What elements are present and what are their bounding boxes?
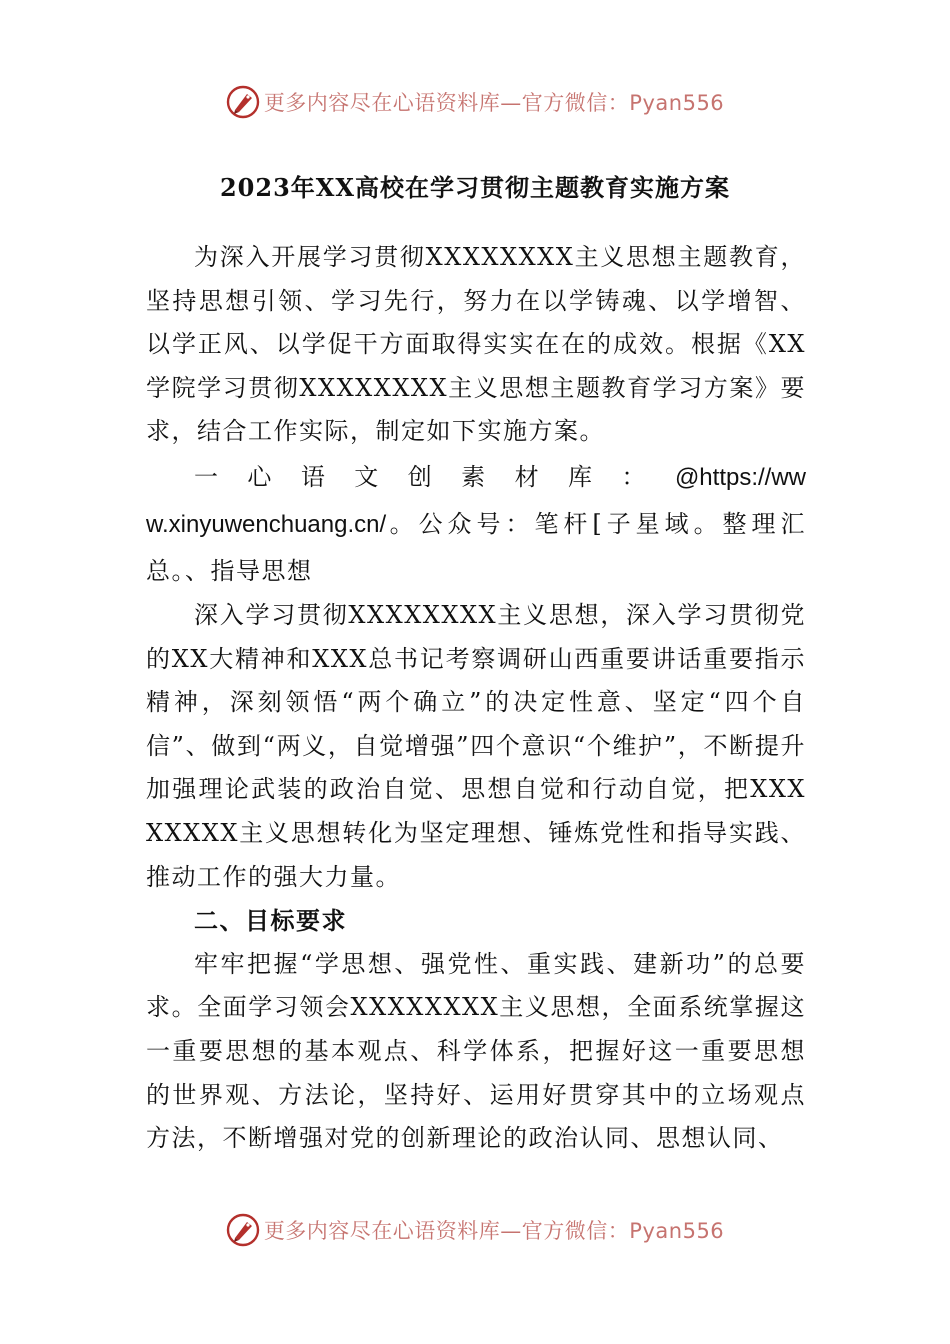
guiding-ideology-paragraph: 深入学习贯彻XXXXXXXX主义思想，深入学习贯彻党的XX大精神和XXX总书记考察调研山西重要讲话重要指示精神，深刻领悟“两个确立”的决定性意、坚定“四个自信”、做到“两义，自觉增强”四个意识“个维护”，不断提升加强理论武装的政治自觉、思想自觉和行动自觉，把XXXXXXXX主义思想转化为坚定理想、锤炼党性和指导实践、推动工作的强大力量。 — [146, 600, 806, 891]
source-suffix: 。公众号：笔杆[子星域。整理汇总。、指导思想 — [146, 509, 806, 585]
footer-banner-text: 更多内容尽在心语资料库—官方微信：Pyan556 — [263, 1219, 725, 1243]
document-body — [146, 236, 806, 1161]
goals-paragraph: 牢牢把握“学思想、强党性、重实践、建新功”的总要求。全面学习领会XXXXXXXX主义思想，全面系统掌握这一重要思想的基本观点、科学体系，把握好这一重要思想的世界观、方法论，坚持好、运用好贯穿其中的立场观点方法，不断增强对党的创新理论的政治认同、思想认同、 — [146, 949, 806, 1153]
source-paragraph — [146, 454, 806, 594]
intro-paragraph: 为深入开展学习贯彻XXXXXXXX主义思想主题教育，坚持思想引领、学习先行，努力在以学铸魂、以学增智、以学正风、以学促干方面取得实实在在的成效。根据《XX学院学习贯彻XXXXXXXX主义思想主题教育学习方案》要求，结合工作实际，制定如下实施方案。 — [146, 243, 806, 446]
header-banner-text: 更多内容尽在心语资料库—官方微信：Pyan556 — [263, 91, 725, 115]
document-title: 2023年XX高校在学习贯彻主题教育实施方案 — [219, 173, 731, 202]
section-heading-goals: 二、目标要求 — [194, 906, 347, 936]
source-url-link[interactable]: @https://www.xinyuwenchuang.cn/ — [146, 463, 806, 538]
pen-nib-logo-icon — [226, 1213, 260, 1247]
source-prefix: 一心语文创素材库： — [194, 462, 675, 491]
footer-banner — [0, 1210, 950, 1250]
header-banner — [0, 82, 950, 122]
pen-nib-logo-icon — [226, 85, 260, 119]
